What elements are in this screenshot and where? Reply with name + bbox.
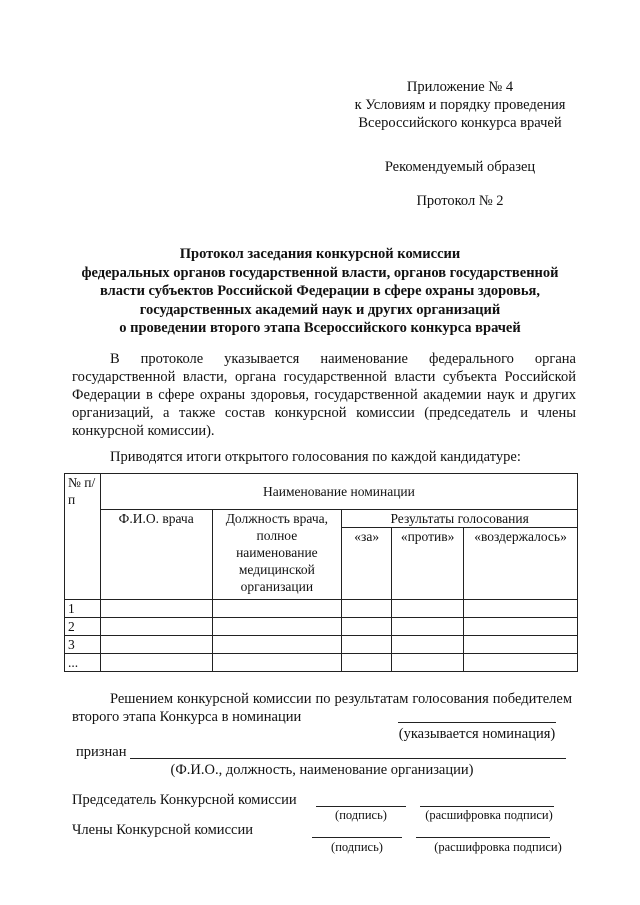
title-line-2: федеральных органов государственной власти, органов государственной: [81, 264, 559, 281]
members-label: Члены Конкурсной комиссии: [72, 822, 253, 838]
intro-paragraph: [72, 350, 576, 440]
document-title: [60, 245, 580, 338]
col-against-header: «против»: [392, 528, 464, 600]
col-number-header: № п/п: [65, 474, 101, 600]
cell-abstained: [464, 618, 578, 636]
chair-signature-line: [316, 806, 406, 807]
recommended-sample: Рекомендуемый образец: [384, 159, 536, 175]
cell-against: [392, 654, 464, 672]
cell-for: [342, 618, 392, 636]
cell-against: [392, 600, 464, 618]
nomination-line: [398, 722, 556, 723]
title-line-3: власти субъектов Российской Федерации в сфере охраны здоровья,: [99, 283, 541, 299]
nomination-hint: (указывается номинация): [398, 726, 556, 742]
cell-fio: [100, 600, 212, 618]
chair-label: Председатель Конкурсной комиссии: [72, 792, 297, 808]
col-for-header: «за»: [342, 528, 392, 600]
cell-position: [212, 618, 342, 636]
cell-fio: [100, 636, 212, 654]
winner-hint: (Ф.И.О., должность, наименование организации): [170, 762, 474, 778]
row-number: 3: [65, 636, 101, 654]
members-decoding-hint: (расшифровка подписи): [434, 840, 562, 854]
row-number: ...: [65, 654, 101, 672]
winner-line: [130, 758, 566, 759]
row-number: 1: [65, 600, 101, 618]
voting-table: [64, 473, 578, 672]
decision-text: Решением конкурсной комиссии по результатам голосования победителем второго этапа Конкурса в номинации: [72, 691, 572, 725]
members-signature-line: [312, 837, 402, 838]
cell-position: [212, 654, 342, 672]
table-row: [65, 654, 578, 672]
members-signature-hint: (подпись): [331, 840, 383, 854]
cell-against: [392, 618, 464, 636]
col-position-header: Должность врача, полное наименование медицинской организации: [212, 510, 342, 600]
title-line-5: о проведении второго этапа Всероссийского конкурса врачей: [119, 320, 521, 336]
appendix-contest: Всероссийского конкурса врачей: [358, 115, 562, 131]
cell-for: [342, 654, 392, 672]
cell-fio: [100, 654, 212, 672]
cell-position: [212, 600, 342, 618]
chair-decoding-line: [420, 806, 554, 807]
members-decoding-line: [416, 837, 550, 838]
cell-position: [212, 636, 342, 654]
protocol-number: Протокол № 2: [416, 193, 504, 209]
col-abstained-header: «воздержалось»: [464, 528, 578, 600]
cell-fio: [100, 618, 212, 636]
cell-abstained: [464, 654, 578, 672]
results-header: Результаты голосования: [342, 510, 578, 528]
table-row: [65, 636, 578, 654]
cell-abstained: [464, 600, 578, 618]
cell-against: [392, 636, 464, 654]
appendix-conditions: к Условиям и порядку проведения: [354, 97, 566, 113]
appendix-number: Приложение № 4: [406, 79, 514, 95]
voting-intro: Приводятся итоги открытого голосования по каждой кандидатуре:: [110, 449, 521, 465]
table-row: [65, 618, 578, 636]
intro-text: В протоколе указывается наименование федерального органа государственной власти, органа государственной власти субъекта Российской Федерации в сфере охраны здоровья, государственной академии наук и других организаций, а также состав конкурсной комиссии (председатель и члены конкурсной комиссии).: [72, 351, 576, 439]
cell-abstained: [464, 636, 578, 654]
col-fio-header: Ф.И.О. врача: [100, 510, 212, 600]
row-number: 2: [65, 618, 101, 636]
recognized-label: признан: [76, 744, 127, 760]
nomination-header: Наименование номинации: [100, 474, 577, 510]
appendix-header: [330, 78, 590, 132]
cell-for: [342, 636, 392, 654]
chair-signature-hint: (подпись): [335, 808, 387, 822]
table-row: [65, 600, 578, 618]
chair-decoding-hint: (расшифровка подписи): [425, 808, 553, 822]
title-line-4: государственных академий наук и других организаций: [139, 301, 501, 318]
title-line-1: Протокол заседания конкурсной комиссии: [179, 246, 461, 262]
cell-for: [342, 600, 392, 618]
